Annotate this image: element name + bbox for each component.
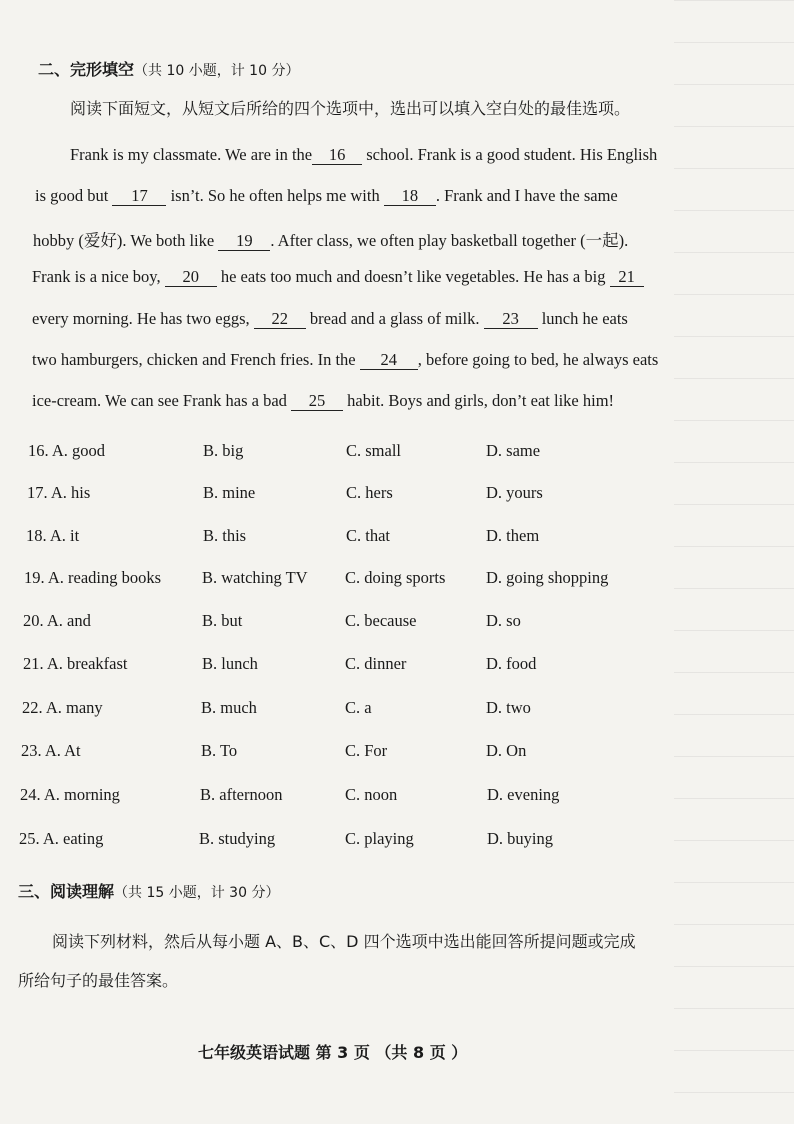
option-d: D. evening [487, 785, 560, 804]
passage-text: isn’t. So he often helps me with [170, 186, 380, 205]
option-d: D. food [486, 654, 537, 673]
option-a: 25. A. eating [19, 829, 104, 848]
section3-header [18, 879, 279, 902]
option-b: B. watching TV [202, 568, 308, 587]
passage-text: habit. Boys and girls, don’t eat like him! [347, 391, 615, 410]
option-d: D. them [486, 526, 540, 545]
blank-19: 19 [218, 232, 270, 251]
blank-22: 22 [254, 310, 306, 329]
option-b: B. To [201, 741, 238, 760]
option-a: 23. A. At [21, 741, 81, 760]
question-row-20 [0, 611, 794, 633]
blank-21: 21 [610, 268, 644, 287]
passage-text: is good but [35, 186, 109, 205]
option-c: C. doing sports [345, 568, 446, 587]
option-b: B. but [202, 611, 243, 630]
question-row-16 [0, 441, 794, 463]
blank-24: 24 [360, 351, 418, 370]
option-c: C. a [345, 698, 372, 717]
option-c: C. hers [346, 483, 393, 502]
option-b: B. mine [203, 483, 256, 502]
option-d: D. On [486, 741, 527, 760]
option-c: C. noon [345, 785, 398, 804]
option-c: C. small [346, 441, 402, 460]
blank-16: 16 [312, 146, 362, 165]
option-b: B. lunch [202, 654, 258, 673]
option-c: C. that [346, 526, 390, 545]
question-row-19 [0, 568, 794, 590]
passage-line-1 [70, 145, 657, 165]
section2-note: （共 10 小题，计 10 分） [134, 63, 300, 79]
question-row-23 [0, 741, 794, 763]
passage-text: every morning. He has two eggs, [32, 309, 250, 328]
bleed-through-shadow [674, 0, 794, 1124]
passage-text: ice-cream. We can see Frank has a bad [32, 391, 287, 410]
option-b: B. big [203, 441, 244, 460]
question-row-17 [0, 483, 794, 505]
section3-note: （共 15 小题，计 30 分） [114, 885, 280, 901]
option-d: D. buying [487, 829, 553, 848]
question-row-24 [0, 785, 794, 807]
passage-text: school. Frank is a good student. His English [366, 145, 658, 164]
passage-text: two hamburgers, chicken and French fries. In the [32, 350, 356, 369]
option-a: 22. A. many [22, 698, 103, 717]
blank-20: 20 [165, 268, 217, 287]
blank-17: 17 [112, 187, 166, 206]
question-row-18 [0, 526, 794, 548]
option-d: D. same [486, 441, 541, 460]
passage-text: he eats too much and doesn’t like vegetables. He has a big [220, 267, 606, 286]
option-c: C. For [345, 741, 388, 760]
option-d: D. so [486, 611, 521, 630]
option-a: 17. A. his [27, 483, 91, 502]
passage-text: , before going to bed, he always eats [417, 350, 659, 369]
option-c: C. playing [345, 829, 414, 848]
section3-instruction-line-2: 所给句子的最佳答案。 [18, 971, 179, 990]
option-a: 21. A. breakfast [23, 654, 128, 673]
blank-18: 18 [384, 187, 436, 206]
question-row-22 [0, 698, 794, 720]
blank-23: 23 [484, 310, 538, 329]
section2-instruction: 阅读下面短文，从短文后所给的四个选项中，选出可以填入空白处的最佳选项。 [70, 99, 631, 118]
option-d: D. yours [486, 483, 543, 502]
passage-line-4 [32, 267, 644, 287]
option-b: B. afternoon [200, 785, 283, 804]
option-a: 19. A. reading books [24, 568, 162, 587]
question-row-21 [0, 654, 794, 676]
passage-text: . Frank and I have the same [435, 186, 618, 205]
passage-text: Frank is my classmate. We are in the [70, 145, 313, 164]
section3-instruction-line-1: 阅读下列材料，然后从每小题 A、B、C、D 四个选项中选出能回答所提问题或完成 [52, 932, 636, 951]
option-a: 18. A. it [26, 526, 80, 545]
option-d: D. two [486, 698, 531, 717]
passage-line-3 [33, 227, 628, 251]
passage-line-2 [35, 186, 618, 206]
option-a: 24. A. morning [20, 785, 120, 804]
section3-title: 三、阅读理解 [18, 882, 115, 901]
section2-header [38, 57, 299, 80]
passage-text: hobby (爱好). We both like [33, 231, 215, 250]
option-c: C. dinner [345, 654, 407, 673]
passage-text: bread and a glass of milk. [309, 309, 480, 328]
passage-line-5 [32, 309, 628, 329]
option-b: B. studying [199, 829, 276, 848]
section2-title: 二、完形填空 [38, 60, 135, 79]
passage-line-7 [32, 391, 614, 411]
option-d: D. going shopping [486, 568, 609, 587]
passage-text: . After class, we often play basketball together (一起). [270, 231, 629, 250]
page-footer: 七年级英语试题 第 3 页 （共 8 页 ） [198, 1043, 468, 1062]
passage-line-6 [32, 350, 658, 370]
passage-text: Frank is a nice boy, [32, 267, 161, 286]
blank-25: 25 [291, 392, 343, 411]
question-row-25 [0, 829, 794, 851]
option-a: 20. A. and [23, 611, 91, 630]
option-c: C. because [345, 611, 417, 630]
passage-text: lunch he eats [541, 309, 628, 328]
option-a: 16. A. good [28, 441, 106, 460]
option-b: B. much [201, 698, 257, 717]
option-b: B. this [203, 526, 247, 545]
